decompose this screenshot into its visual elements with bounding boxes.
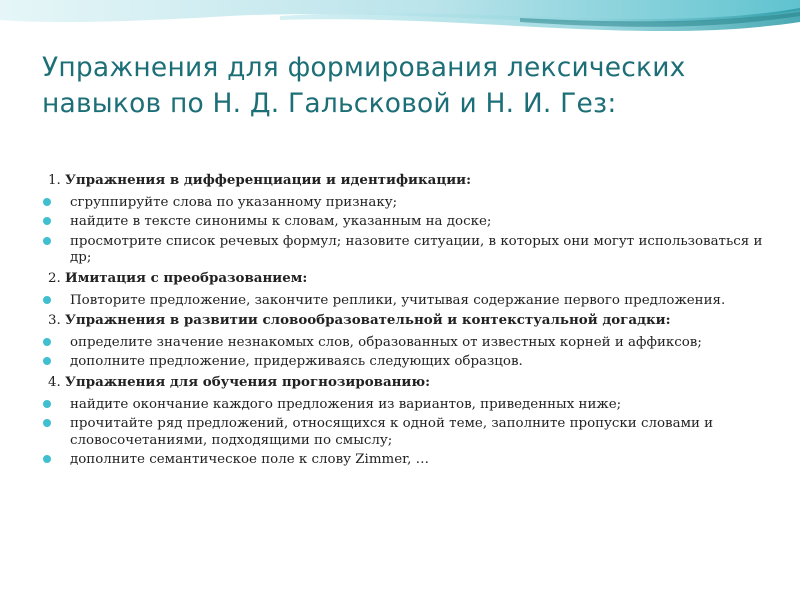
list-item-text: дополните предложение, придерживаясь следующих образцов. [70,354,523,370]
bullet-dot-icon [43,419,51,427]
bullet-dot-icon [43,400,51,408]
bullet-dot-icon [43,357,51,365]
section-heading-text: Имитация с преобразованием: [65,269,308,286]
list-item-text: прочитайте ряд предложений, относящихся к одной теме, заполните пропуски словами и словосочетаниями, подходящими по смыслу; [70,416,714,448]
list-item-text: дополните семантическое поле к слову Zimmer, … [70,452,429,468]
slide-title: Упражнения для формирования лексических навыков по Н. Д. Гальсковой и Н. И. Гез: [42,52,686,119]
list-item [40,335,770,352]
section-heading-text: Упражнения в развитии словообразовательной и контекстуальной догадки: [65,312,671,329]
list-item [40,354,770,371]
bullet-dot-icon [43,296,51,304]
list-item [40,214,770,231]
section-heading-text: Упражнения для обучения прогнозированию: [65,373,431,390]
list-item-text: найдите в тексте синонимы к словам, указанным на доске; [70,214,492,230]
section-heading [40,312,770,330]
section-heading [40,270,770,288]
bullet-dot-icon [43,455,51,463]
list-item [40,416,770,449]
bullet-dot-icon [43,217,51,225]
section-number: 3. [48,313,66,329]
section-number: 2. [48,270,66,286]
list-item-text: найдите окончание каждого предложения из вариантов, приведенных ниже; [70,396,622,412]
bullet-dot-icon [43,237,51,245]
exercise-list [40,172,770,472]
section-heading [40,374,770,392]
list-item-text: просмотрите список речевых формул; назовите ситуации, в которых они могут использоваться и др; [70,233,763,266]
list-item-text: определите значение незнакомых слов, образованных от известных корней и аффиксов; [70,334,702,350]
list-item [40,397,770,414]
list-item [40,195,770,212]
section-heading-text: Упражнения в дифференциации и идентификации: [65,172,472,188]
section-heading [40,172,770,190]
list-item-text: сгруппируйте слова по указанному признаку; [70,194,398,210]
list-item-text: Повторите предложение, закончите реплики, учитывая содержание первого предложения. [70,292,726,308]
list-item [40,234,770,267]
bullet-dot-icon [43,198,51,206]
section-number: 1. [48,173,66,188]
bullet-dot-icon [43,338,51,346]
list-item [40,452,770,469]
section-number: 4. [48,374,66,390]
list-item [40,293,770,310]
